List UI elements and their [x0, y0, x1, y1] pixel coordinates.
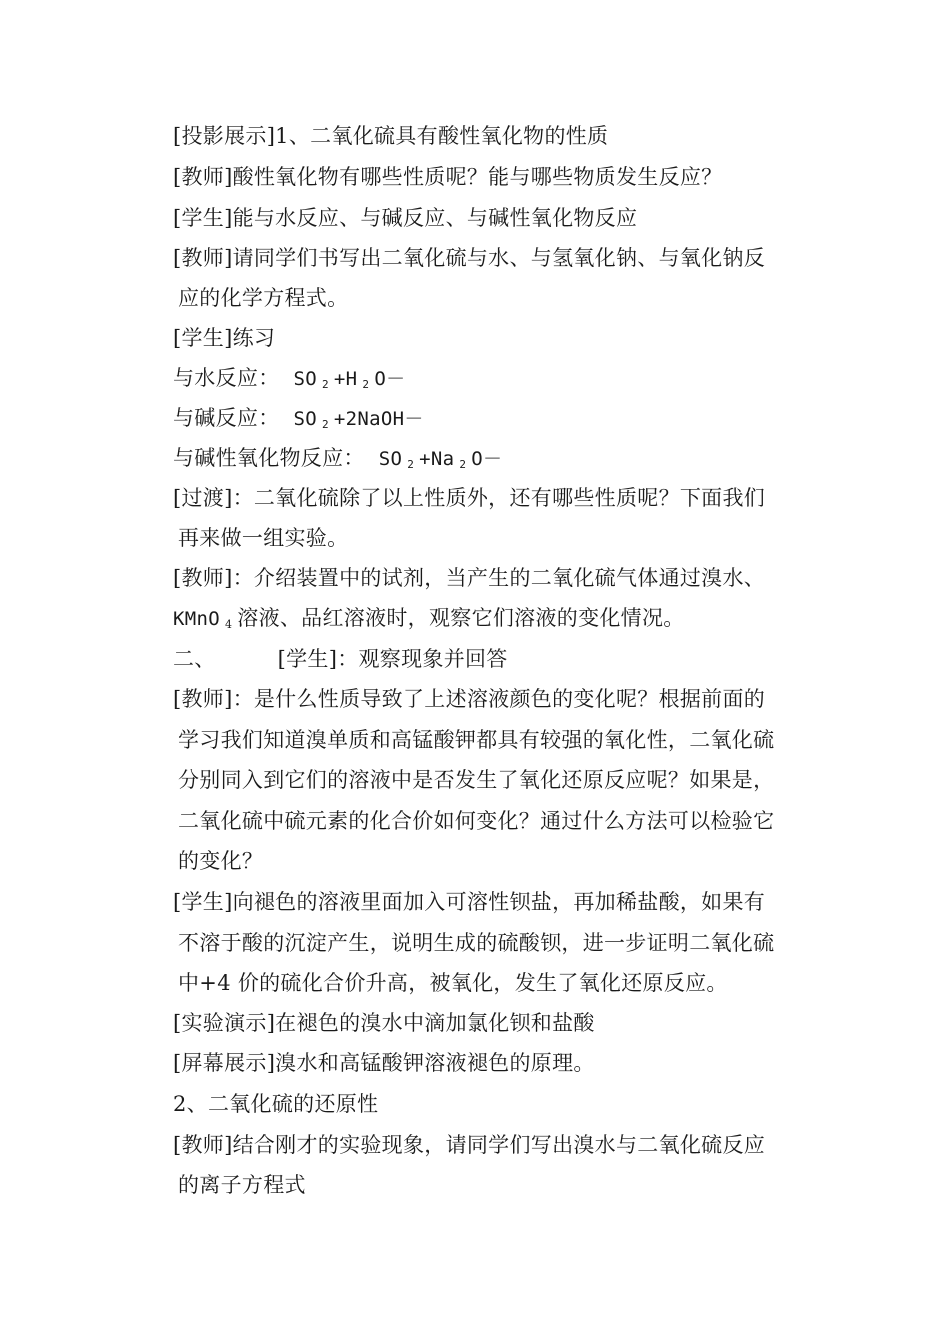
chemical-equation: SO $_2$ +H $_2$ O－ [293, 368, 406, 391]
item-number: 二、 [173, 647, 216, 671]
kmno4-line: KMnO $_4$ 溶液、品红溶液时，观察它们溶液的变化情况。 [173, 606, 685, 631]
text-line: [教师]：是什么性质导致了上述溶液颜色的变化呢？根据前面的 [173, 687, 766, 711]
formula-label: 与碱性氧化物反应： [173, 446, 365, 470]
text-line: 不溶于酸的沉淀产生，说明生成的硫酸钡，进一步证明二氧化硫 [178, 931, 775, 955]
formula-line-base [173, 404, 424, 439]
text-line: 分别同入到它们的溶液中是否发生了氧化还原反应呢？如果是， [178, 768, 775, 792]
text-line: 的变化？ [178, 849, 264, 873]
text-line: 的离子方程式 [178, 1173, 306, 1197]
text-line: 学习我们知道溴单质和高锰酸钾都具有较强的氧化性，二氧化硫 [178, 728, 775, 752]
formula-label: 与水反应： [173, 366, 280, 390]
text-line: [教师]：介绍装置中的试剂，当产生的二氧化硫气体通过溴水、 [173, 566, 766, 590]
formula-label: 与碱反应： [173, 406, 280, 430]
text-line: 二氧化硫中硫元素的化合价如何变化？通过什么方法可以检验它 [178, 809, 775, 833]
text-line: 中+4 价的硫化合价升高，被氧化，发生了氧化还原反应。 [178, 971, 728, 995]
text-line: [教师]结合刚才的实验现象，请同学们写出溴水与二氧化硫反应 [173, 1133, 766, 1157]
formula-line-water [173, 364, 405, 399]
text-line: 2、二氧化硫的还原性 [173, 1092, 379, 1116]
text-line: [过渡]：二氧化硫除了以上性质外，还有哪些性质呢？下面我们 [173, 486, 766, 510]
text-line: 再来做一组实验。 [178, 526, 349, 550]
text-line: 应的化学方程式。 [178, 286, 349, 310]
chemical-equation: SO $_2$ +Na $_2$ O－ [378, 448, 503, 471]
text-line: [学生]能与水反应、与碱反应、与碱性氧化物反应 [173, 206, 638, 230]
text-line: [教师]请同学们书写出二氧化硫与水、与氢氧化钠、与氧化钠反 [173, 246, 766, 270]
text-line: [实验演示]在褪色的溴水中滴加氯化钡和盐酸 [173, 1011, 595, 1035]
chemical-equation: SO $_2$ +2NaOH－ [293, 408, 424, 431]
text-line: [投影展示]1、二氧化硫具有酸性氧化物的性质 [173, 124, 609, 148]
formula-line-basic-oxide [173, 444, 502, 479]
text-line: [学生]练习 [173, 326, 276, 350]
item-two [173, 645, 508, 673]
item-text: [学生]：观察现象并回答 [277, 647, 508, 671]
text-line: [教师]酸性氧化物有哪些性质呢？能与哪些物质发生反应？ [173, 165, 723, 189]
text-line: [学生]向褪色的溶液里面加入可溶性钡盐，再加稀盐酸，如果有 [173, 890, 766, 914]
text-line: [屏幕展示]溴水和高锰酸钾溶液褪色的原理。 [173, 1051, 595, 1075]
